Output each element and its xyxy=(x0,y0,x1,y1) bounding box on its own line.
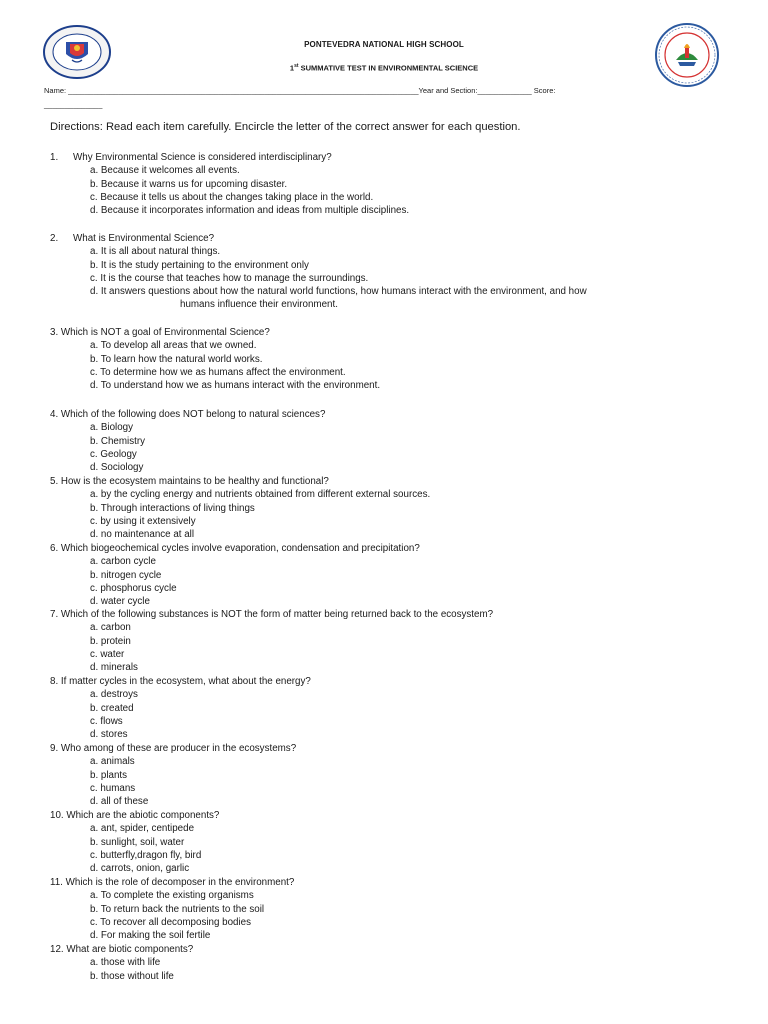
question-stem: Which of the following substances is NOT the form of matter being returned back to the ecosystem? xyxy=(60,609,494,620)
option-continuation-text: humans influence their environment. xyxy=(180,299,338,311)
option: a. carbon cycle xyxy=(90,556,156,568)
option: b. protein xyxy=(90,635,131,647)
option: b. Chemistry xyxy=(90,435,145,447)
option: c. flows xyxy=(90,715,123,727)
question-stem: Who among of these are producer in the ecosystems? xyxy=(60,743,297,754)
question-number: 8. xyxy=(50,676,59,687)
question-text xyxy=(50,675,740,688)
test-title-sup: st xyxy=(294,63,299,69)
option: c. Because it tells us about the changes taking place in the world. xyxy=(90,191,374,203)
option: a. It is all about natural things. xyxy=(90,246,221,258)
option: b. created xyxy=(90,702,134,714)
question-text xyxy=(50,742,740,755)
question-number: 6. xyxy=(50,543,59,554)
question-number: 3. xyxy=(50,327,59,338)
question-2 xyxy=(50,232,740,312)
option: a. destroys xyxy=(90,689,138,701)
option: d. stores xyxy=(90,729,128,741)
option: c. phosphorus cycle xyxy=(90,582,177,594)
question-number: 9. xyxy=(50,743,59,754)
question-number: 1. xyxy=(50,152,59,163)
question-text xyxy=(50,608,740,621)
option: d. minerals xyxy=(90,662,138,674)
question-number: 10. xyxy=(50,810,64,821)
option: d. all of these xyxy=(90,796,149,808)
option: d. Because it incorporates information and ideas from multiple disciplines. xyxy=(90,205,410,217)
option: a. carbon xyxy=(90,622,131,634)
question-text xyxy=(50,151,740,164)
question-text xyxy=(50,326,740,339)
option: b. plants xyxy=(90,769,128,781)
question-5 xyxy=(50,475,740,541)
option: c. butterfly,dragon fly, bird xyxy=(90,849,202,861)
question-stem: How is the ecosystem maintains to be healthy and functional? xyxy=(60,476,329,487)
question-stem: Which is the role of decomposer in the environment? xyxy=(65,877,295,888)
option: b. To learn how the natural world works. xyxy=(90,353,263,365)
question-text xyxy=(50,232,740,245)
question-stem: Which of the following does NOT belong to natural sciences? xyxy=(60,409,326,420)
school-name: PONTEVEDRA NATIONAL HIGH SCHOOL xyxy=(304,40,464,49)
option: d. Sociology xyxy=(90,462,144,474)
option: a. Because it welcomes all events. xyxy=(90,165,240,177)
directions-text: Directions: Read each item carefully. Encircle the letter of the correct answer for each question. xyxy=(50,121,521,133)
question-stem: Why Environmental Science is considered interdisciplinary? xyxy=(73,152,332,163)
option: d. no maintenance at all xyxy=(90,529,195,541)
school-seal-logo xyxy=(654,22,720,88)
question-number: 4. xyxy=(50,409,59,420)
question-number: 5. xyxy=(50,476,59,487)
option: c. water xyxy=(90,648,125,660)
option: b. To return back the nutrients to the soil xyxy=(90,903,265,915)
option-continuation xyxy=(50,298,740,311)
question-9 xyxy=(50,742,740,808)
question-11 xyxy=(50,876,740,942)
option: b. sunlight, soil, water xyxy=(90,836,185,848)
test-title xyxy=(0,63,768,73)
score-blank-line: ______________ xyxy=(44,100,103,109)
option: c. To determine how we as humans affect the environment. xyxy=(90,366,346,378)
option: b. Because it warns us for upcoming disaster. xyxy=(90,178,288,190)
question-number: 2. xyxy=(50,233,59,244)
option: c. Geology xyxy=(90,448,137,460)
question-stem: If matter cycles in the ecosystem, what about the energy? xyxy=(60,676,311,687)
option: a. ant, spider, centipede xyxy=(90,823,195,835)
question-stem: What is Environmental Science? xyxy=(73,233,215,244)
question-number: 12. xyxy=(50,944,64,955)
question-text xyxy=(50,542,740,555)
option: a. Biology xyxy=(90,422,134,434)
question-text xyxy=(50,876,740,889)
question-stem: What are biotic components? xyxy=(66,944,194,955)
question-1 xyxy=(50,151,740,217)
question-12 xyxy=(50,943,740,983)
option: d. It answers questions about how the natural world functions, how humans interact with the environment, and how xyxy=(90,286,587,298)
option: b. those without life xyxy=(90,970,174,982)
question-7 xyxy=(50,608,740,674)
option: a. animals xyxy=(90,756,135,768)
question-number: 11. xyxy=(50,877,63,888)
question-4 xyxy=(50,408,740,474)
option: c. It is the course that teaches how to manage the surroundings. xyxy=(90,272,369,284)
option: a. those with life xyxy=(90,957,161,969)
option: c. humans xyxy=(90,782,136,794)
option: c. by using it extensively xyxy=(90,515,196,527)
question-3 xyxy=(50,326,740,392)
option: d. To understand how we as humans interact with the environment. xyxy=(90,380,381,392)
question-text xyxy=(50,408,740,421)
option: d. For making the soil fertile xyxy=(90,930,211,942)
option: d. water cycle xyxy=(90,596,150,608)
option: d. carrots, onion, garlic xyxy=(90,863,190,875)
option: a. To develop all areas that we owned. xyxy=(90,340,257,352)
option: a. by the cycling energy and nutrients obtained from different external sources. xyxy=(90,489,431,501)
question-stem: Which biogeochemical cycles involve evaporation, condensation and precipitation? xyxy=(60,543,420,554)
question-6 xyxy=(50,542,740,608)
option: b. Through interactions of living things xyxy=(90,502,255,514)
name-section-line: Name: ____________________________________________________________________________________Year and Section:_____________ Score: xyxy=(44,86,556,95)
option: b. nitrogen cycle xyxy=(90,569,162,581)
option: a. To complete the existing organisms xyxy=(90,890,254,902)
question-stem: Which are the abiotic components? xyxy=(66,810,220,821)
test-title-ordinal: 1 xyxy=(289,63,295,73)
question-10 xyxy=(50,809,740,875)
option: c. To recover all decomposing bodies xyxy=(90,916,252,928)
question-text xyxy=(50,809,740,822)
option: b. It is the study pertaining to the environment only xyxy=(90,259,309,271)
question-8 xyxy=(50,675,740,741)
question-stem: Which is NOT a goal of Environmental Science? xyxy=(60,327,270,338)
question-text xyxy=(50,943,740,956)
question-text xyxy=(50,475,740,488)
test-title-rest: SUMMATIVE TEST IN ENVIRONMENTAL SCIENCE xyxy=(298,63,479,73)
question-number: 7. xyxy=(50,609,59,620)
